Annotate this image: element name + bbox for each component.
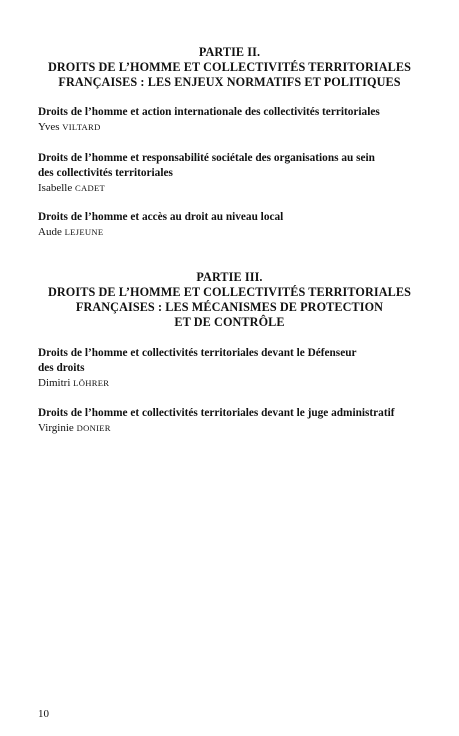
entry-title: [38, 210, 428, 225]
part-3-title-line: ET DE CONTRÔLE: [174, 315, 285, 329]
entry-author: [38, 120, 428, 134]
author-last-name: LEJEUNE: [64, 227, 104, 237]
entry-title: [38, 406, 428, 421]
toc-entry[interactable]: [38, 210, 428, 239]
entry-title-line: des droits: [38, 362, 85, 374]
author-last-name: LÖHRER: [73, 378, 110, 388]
entry-author: [38, 181, 428, 195]
entry-author: [38, 225, 428, 239]
entry-title: [38, 151, 428, 181]
entry-title: [38, 346, 428, 376]
part-3-title-line: DROITS DE L’HOMME ET COLLECTIVITÉS TERRITORIALES: [48, 285, 411, 299]
author-first-name: Yves: [38, 121, 60, 133]
page-number: 10: [38, 708, 49, 720]
author-first-name: Aude: [38, 226, 62, 238]
part-3-title-line: FRANÇAISES : LES MÉCANISMES DE PROTECTION: [75, 300, 384, 314]
entry-title-line: Droits de l’homme et responsabilité sociétale des organisations au sein: [38, 152, 375, 164]
author-last-name: CADET: [74, 183, 106, 193]
entry-title-line: Droits de l’homme et action internationale des collectivités territoriales: [38, 106, 380, 118]
entry-title-line: Droits de l’homme et accès au droit au niveau local: [38, 211, 284, 223]
author-last-name: VILTARD: [62, 122, 101, 132]
author-first-name: Dimitri: [38, 377, 71, 389]
entry-author: [38, 421, 428, 435]
part-2-title-line: DROITS DE L’HOMME ET COLLECTIVITÉS TERRITORIALES: [48, 60, 411, 74]
entry-title-line: Droits de l’homme et collectivités territoriales devant le Défenseur: [38, 347, 357, 359]
toc-entry[interactable]: [38, 346, 428, 390]
author-first-name: Isabelle: [38, 182, 73, 194]
toc-entry[interactable]: [38, 151, 428, 195]
part-3-heading: PARTIE III.: [196, 270, 263, 284]
author-first-name: Virginie: [38, 422, 74, 434]
entry-title: [38, 105, 428, 120]
entry-title-line: des collectivités territoriales: [38, 167, 173, 179]
entry-title-line: Droits de l’homme et collectivités territoriales devant le juge administratif: [38, 407, 395, 419]
part-2-heading: PARTIE II.: [198, 45, 261, 59]
entry-author: [38, 376, 428, 390]
author-last-name: DONIER: [76, 423, 111, 433]
toc-entry[interactable]: [38, 406, 428, 435]
part-2-title-line: FRANÇAISES : LES ENJEUX NORMATIFS ET POLITIQUES: [58, 75, 401, 89]
part-3-header: [38, 270, 421, 330]
part-2-header: [38, 45, 421, 90]
toc-entry[interactable]: [38, 105, 428, 134]
